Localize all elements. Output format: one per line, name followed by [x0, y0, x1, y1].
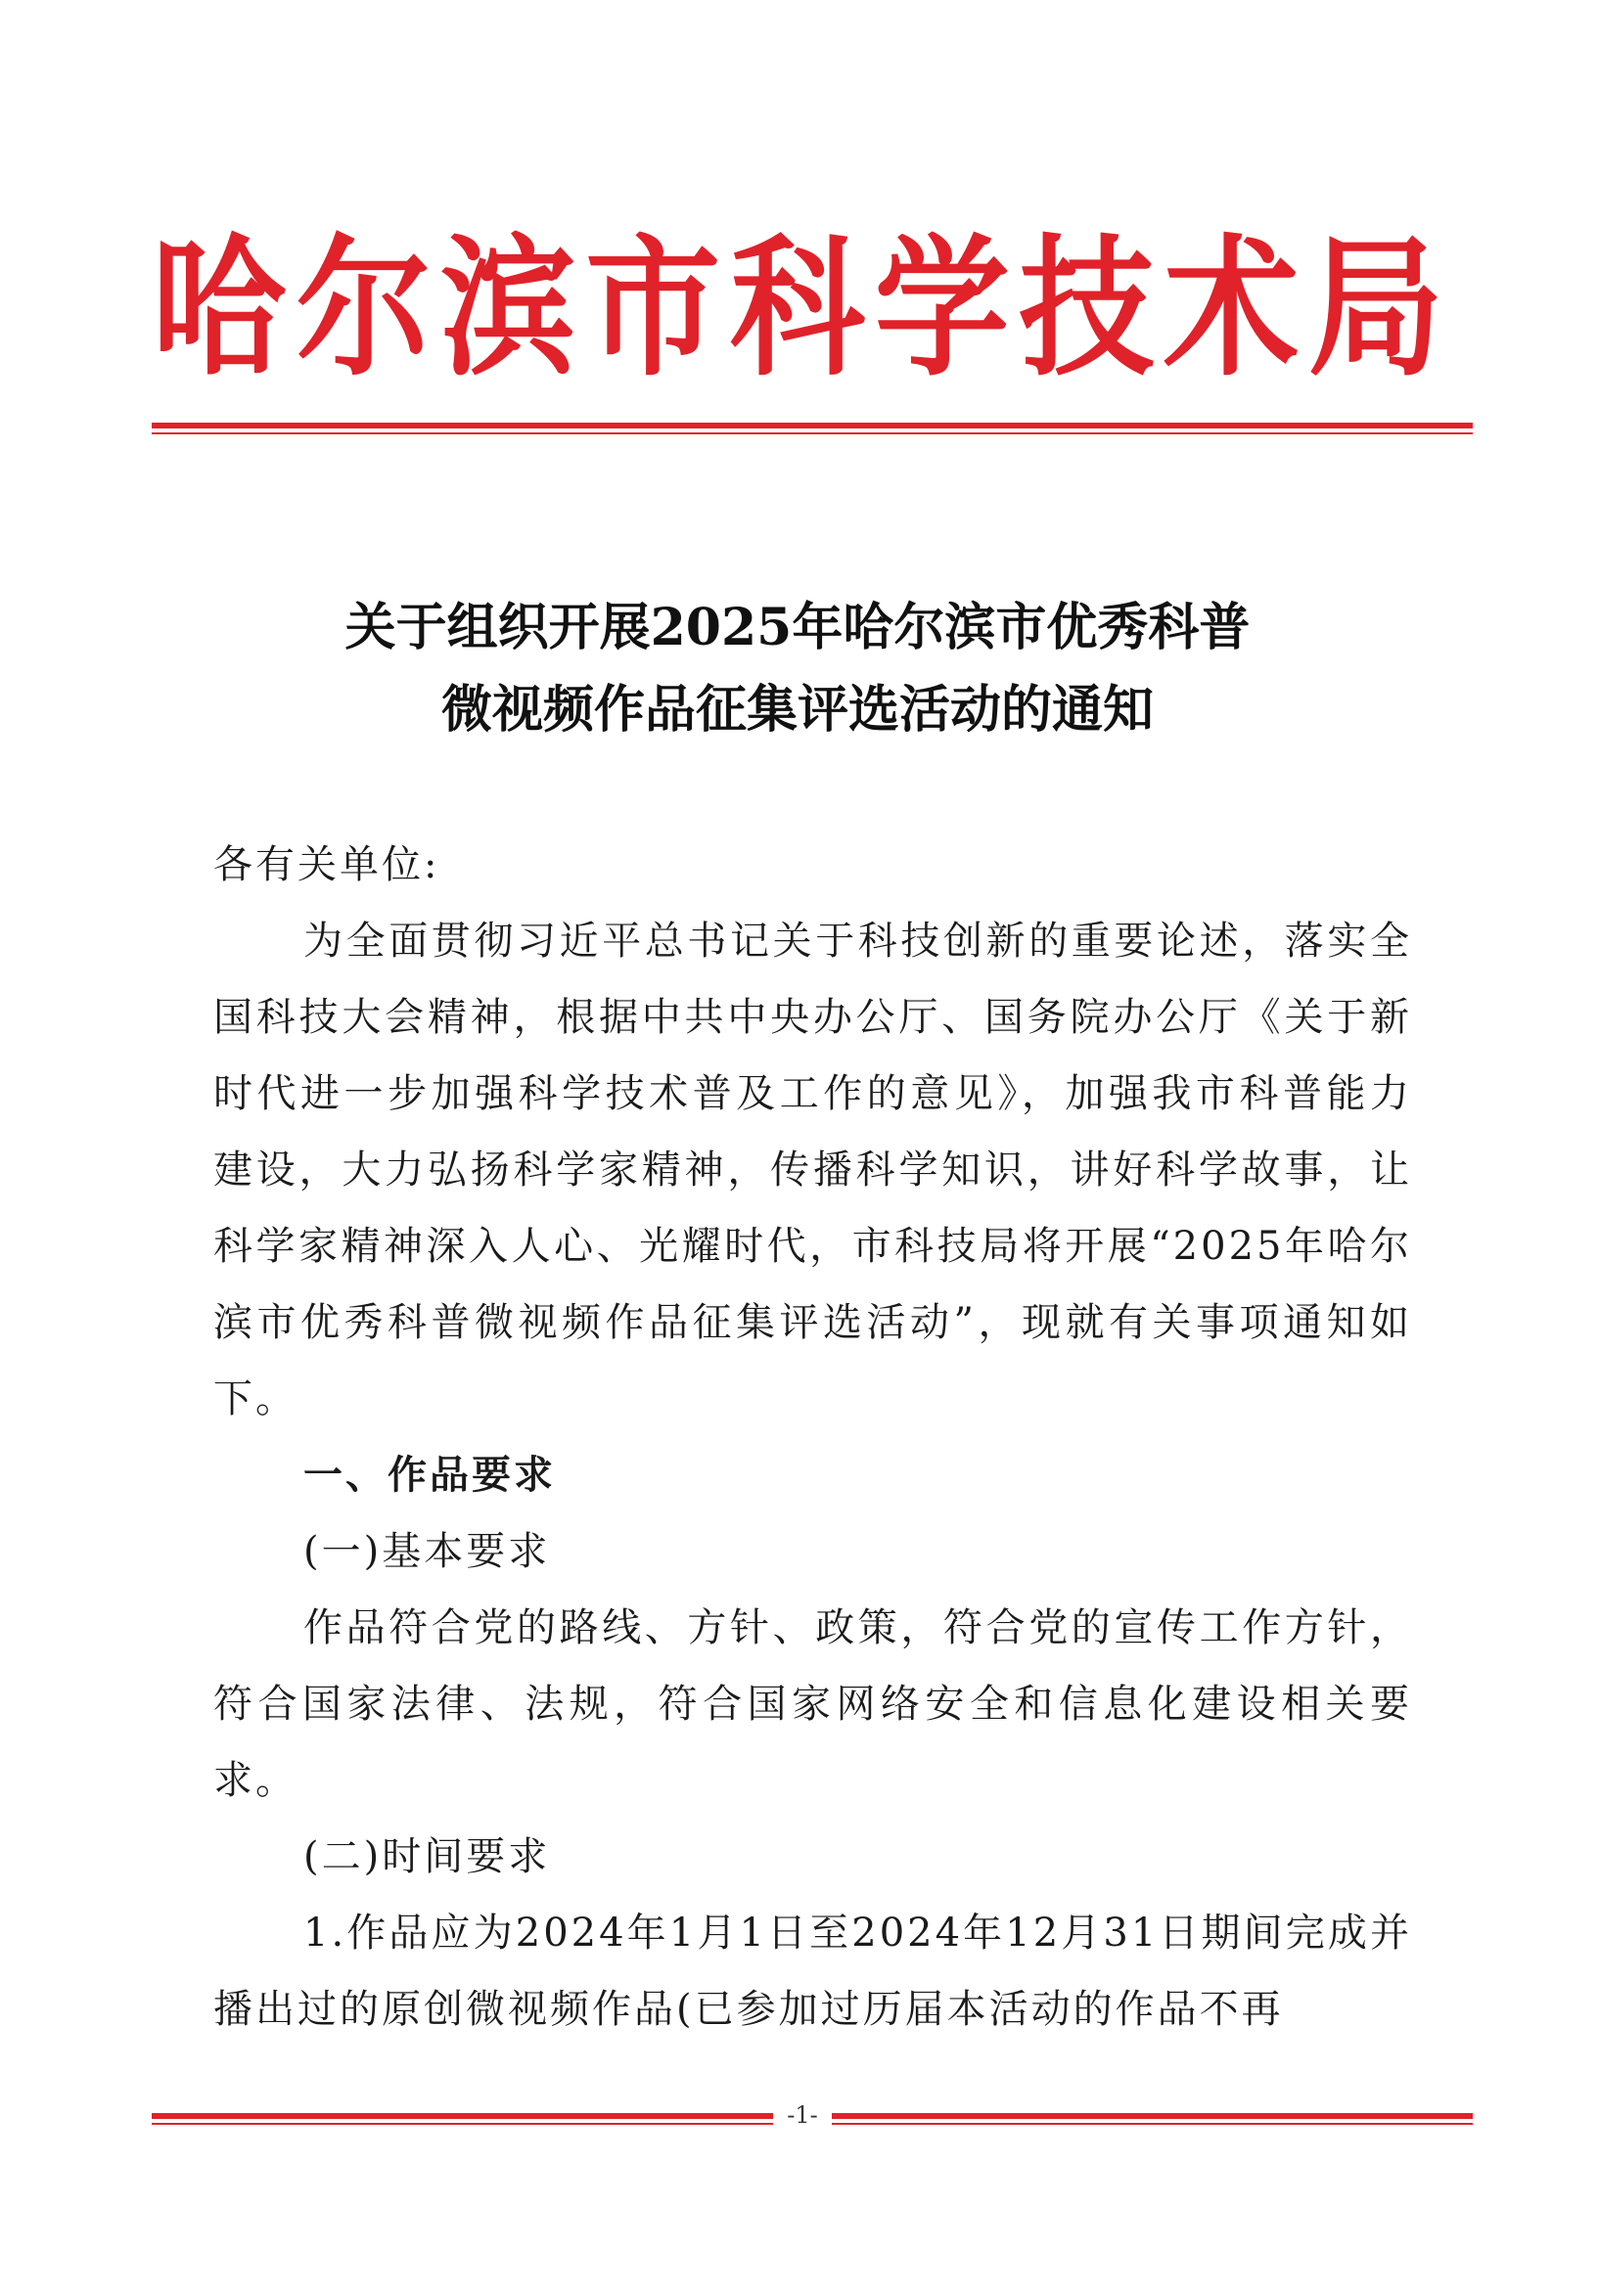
intro-paragraph: 为全面贯彻习近平总书记关于科技创新的重要论述，落实全国科技大会精神，根据中共中央办公厅、国务院办公厅《关于新时代进一步加强科学技术普及工作的意见》，加强我市科普能力建设，大力弘扬科学家精神，传播科学知识，讲好科学故事，让科学家精神深入人心、光耀时代，市科技局将开展“2025年哈尔滨市优秀科普微视频作品征集评选活动”，现就有关事项通知如下。	[213, 919, 1412, 1421]
subsection-1-paragraph: 作品符合党的路线、方针、政策，符合党的宣传工作方针，符合国家法律、法规，符合国家网络安全和信息化建设相关要求。	[213, 1605, 1412, 1803]
section-1-heading: 一、作品要求	[303, 1453, 556, 1498]
subsection-2-heading: (二)时间要求	[303, 1834, 551, 1879]
title-line-2: 微视频作品征集评选活动的通知	[440, 680, 1154, 740]
header-char: 哈	[152, 218, 288, 397]
subsection-2-item-1: 1.作品应为2024年1月1日至2024年12月31日期间完成并播出过的原创微视频作品(已参加过历届本活动的作品不再	[213, 1911, 1412, 2032]
header-char: 市	[585, 218, 721, 397]
header-char: 科	[729, 218, 865, 397]
document-body	[213, 827, 1412, 2048]
issuing-authority-header	[152, 218, 1443, 397]
header-divider	[152, 423, 1473, 434]
subsection-1-heading: (一)基本要求	[303, 1529, 551, 1574]
header-char: 滨	[440, 218, 576, 397]
header-char: 学	[874, 218, 1010, 397]
page-number: -1-	[773, 2101, 832, 2129]
salutation: 各有关单位:	[213, 842, 440, 887]
document-title	[152, 587, 1443, 751]
title-line-1: 关于组织开展2025年哈尔滨市优秀科普	[344, 598, 1251, 657]
header-char: 技	[1019, 218, 1155, 397]
header-char: 术	[1164, 218, 1300, 397]
header-char: 尔	[296, 218, 432, 397]
header-char: 局	[1307, 218, 1443, 397]
